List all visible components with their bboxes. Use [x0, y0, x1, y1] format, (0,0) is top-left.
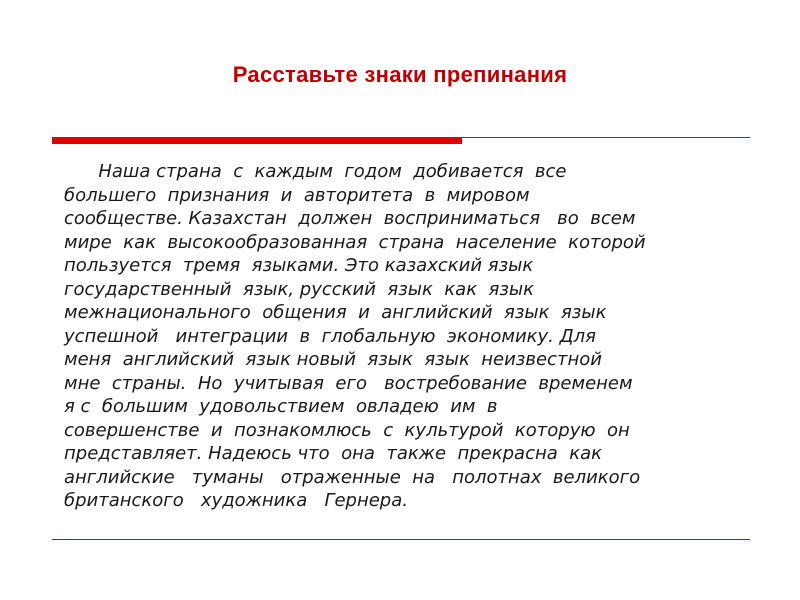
text-line: мире как высокообразованная страна население которой	[64, 231, 646, 253]
text-line: Наша страна с каждым годом добивается все	[64, 161, 567, 182]
slide-title: Расставьте знаки препинания	[232, 62, 568, 87]
exercise-text	[64, 160, 764, 513]
text-line: межнационального общения и английский язык язык	[64, 302, 607, 323]
text-line: большего признания и авторитета в мировом	[64, 184, 530, 206]
text-line: меня английский язык новый язык язык неизвестной	[64, 349, 602, 370]
title-divider-thin	[462, 137, 750, 138]
text-line: пользуется тремя языками. Это казахский язык	[64, 255, 534, 276]
text-line: государственный язык, русский язык как язык	[64, 278, 535, 300]
text-line: мне страны. Но учитывая его востребование временем	[64, 372, 633, 394]
bottom-divider	[52, 539, 750, 540]
text-line: сообществе. Казахстан должен восприниматься во всем	[64, 208, 636, 229]
text-line: британского художника Гернера.	[64, 490, 408, 511]
text-line: английские туманы отраженные на полотнах великого	[64, 466, 641, 488]
text-line: я с большим удовольствием овладею им в	[64, 396, 498, 417]
title-divider-thick	[52, 137, 462, 144]
text-line: представляет. Надеюсь что она также прекрасна как	[64, 443, 602, 464]
text-line: совершенстве и познакомлюсь с культурой которую он	[64, 419, 630, 441]
text-line: успешной интеграции в глобальную экономику. Для	[64, 325, 597, 347]
